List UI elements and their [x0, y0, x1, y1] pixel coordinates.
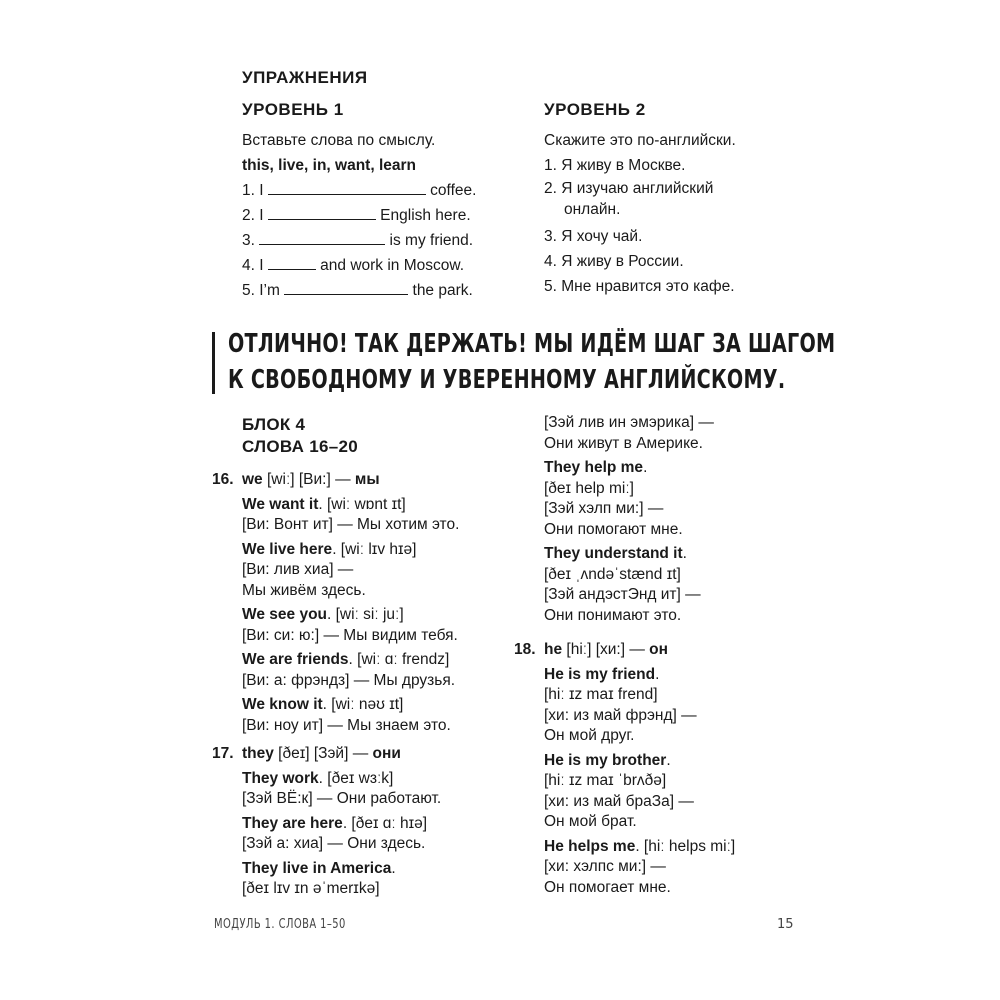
- level1-words: this, live, in, want, learn: [242, 157, 416, 174]
- example: We live here. [wiː lɪv hɪə] [Ви: лив хиа] — Мы живём здесь.: [242, 540, 417, 599]
- exercises-title: УПРАЖНЕНИЯ: [242, 68, 368, 87]
- example: We want it. [wiː wɒnt ɪt] [Ви: Вонт ит] — Мы хотим это.: [242, 495, 460, 533]
- right-words-column: [514, 413, 784, 898]
- level2-item: 5. Мне нравится это кафе.: [544, 278, 735, 295]
- continued-line: Они живут в Америке.: [544, 434, 703, 452]
- word-entry-16: 16. we [wiː] [Ви:] — мы: [242, 470, 532, 491]
- word-entry-18: 18. he [hiː] [хи:] — он: [544, 640, 784, 661]
- motivation-banner: [228, 326, 835, 398]
- page-number: 15: [777, 917, 794, 932]
- level1-item: 2. I English here.: [242, 207, 471, 224]
- level2-item: 1. Я живу в Москве.: [544, 157, 686, 174]
- banner-line-1: ОТЛИЧНО! ТАК ДЕРЖАТЬ! МЫ ИДЁМ ШАГ ЗА ШАГОМ: [228, 329, 836, 359]
- level2-item: 4. Я живу в России.: [544, 253, 684, 270]
- block-subtitle: СЛОВА 16–20: [242, 437, 359, 456]
- level2-section: [544, 99, 784, 299]
- example: He helps me. [hiː helps miː] [хи: хэлпс ми:] — Он помогает мне.: [544, 837, 736, 896]
- word-number: 17.: [212, 745, 234, 762]
- example: They work. [ðeɪ wɜːk] [Зэй ВЁ:к] — Они работают.: [242, 769, 442, 807]
- example: They help me. [ðeɪ help miː] [Зэй хэлп ми:] — Они помогают мне.: [544, 459, 683, 538]
- blank-line[interactable]: [284, 280, 408, 295]
- word-number: 18.: [514, 641, 536, 658]
- banner-line-2: К СВОБОДНОМУ И УВЕРЕННОМУ АНГЛИЙСКОМУ.: [228, 365, 786, 395]
- blank-line[interactable]: [268, 255, 316, 270]
- example: They are here. [ðeɪ ɑː hɪə] [Зэй а: хиа] — Они здесь.: [242, 814, 428, 852]
- level2-item: 3. Я хочу чай.: [544, 228, 643, 245]
- blank-line[interactable]: [259, 230, 385, 245]
- example: He is my brother. [hiː ɪz maɪ ˈbrʌðə] [хи: из май браЗа] — Он мой брат.: [544, 751, 694, 830]
- blank-line[interactable]: [268, 180, 426, 195]
- example: We know it. [wiː nəʊ ɪt] [Ви: ноу ит] — Мы знаем это.: [242, 696, 451, 734]
- level1-item: 5. I’m the park.: [242, 282, 473, 299]
- level1-instruction: Вставьте слова по смыслу.: [242, 132, 436, 149]
- block-title: БЛОК 4: [242, 415, 306, 434]
- level1-title: УРОВЕНЬ 1: [242, 100, 344, 119]
- level2-item-cont: онлайн.: [564, 201, 621, 218]
- footer-module: МОДУЛЬ 1. СЛОВА 1–50: [214, 917, 346, 932]
- level1-item: 3. is my friend.: [242, 232, 474, 249]
- left-words-column: [212, 414, 532, 900]
- level1-item: 4. I and work in Moscow.: [242, 257, 465, 274]
- example: We are friends. [wiː ɑː frendz] [Ви: а: фрэндз] — Мы друзья.: [242, 651, 456, 689]
- level2-instruction: Скажите это по-английски.: [544, 132, 736, 149]
- example: They understand it. [ðeɪ ˌʌndəˈstænd ɪt] [Зэй андэстЭнд ит] — Они понимают это.: [544, 545, 701, 624]
- level2-item: 2. Я изучаю английский: [544, 180, 714, 197]
- banner-bar: [212, 332, 215, 394]
- continued-line: [Зэй лив ин эмэрика] —: [544, 414, 714, 431]
- level1-item: 1. I coffee.: [242, 182, 477, 199]
- word-entry-17: 17. they [ðeɪ] [Зэй] — они: [242, 744, 532, 765]
- example: He is my friend. [hiː ɪz maɪ frend] [хи: из май фрэнд] — Он мой друг.: [544, 665, 697, 744]
- example: They live in America. [ðeɪ lɪv ɪn əˈmerɪkə]: [242, 859, 396, 897]
- blank-line[interactable]: [268, 205, 376, 220]
- level2-title: УРОВЕНЬ 2: [544, 100, 646, 119]
- word-number: 16.: [212, 471, 234, 488]
- example: We see you. [wiː siː juː] [Ви: си: ю:] — Мы видим тебя.: [242, 606, 458, 644]
- level1-section: [242, 99, 502, 303]
